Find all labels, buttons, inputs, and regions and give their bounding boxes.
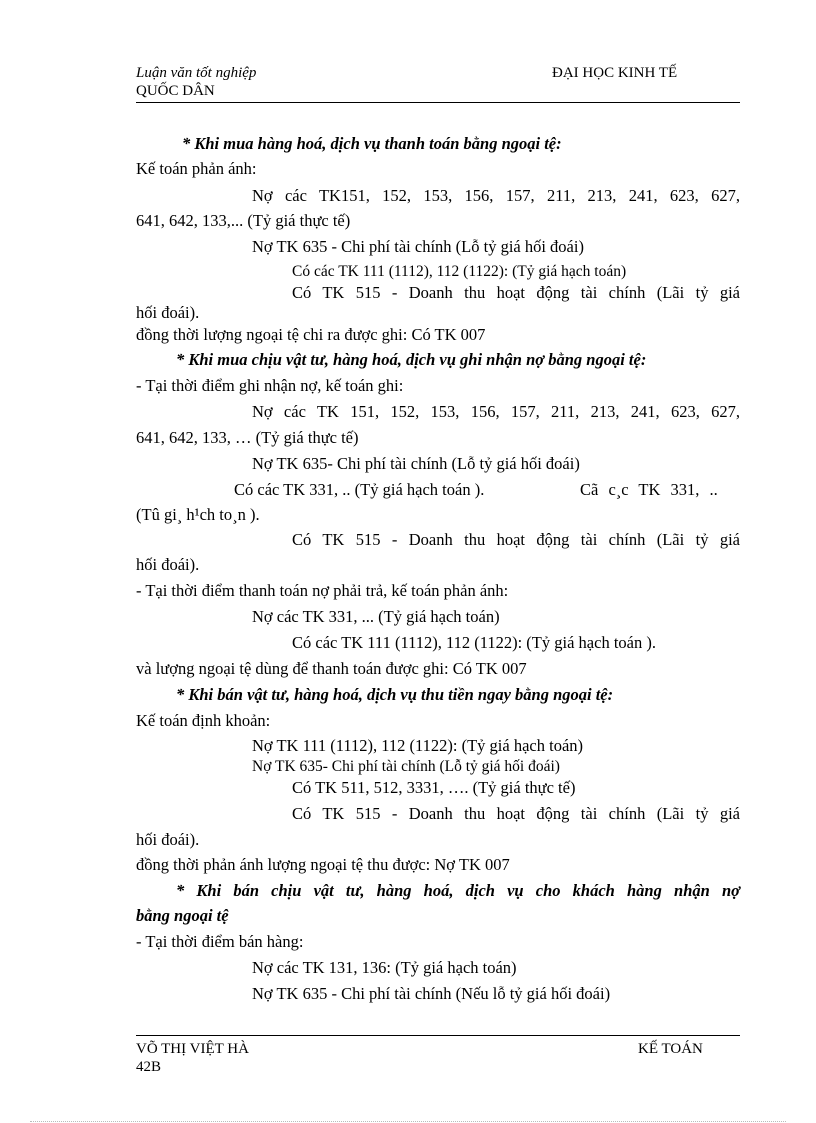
header-thesis-label: Luận văn tốt nghiệp [136,65,257,81]
paragraph-line: Nợ các TK 131, 136: (Tỷ giá hạch toán) [252,958,517,977]
paragraph-line: Nợ TK 635 - Chi phí tài chính (Lỗ tỷ giá hối đoái) [252,237,584,256]
section-heading-continued: bằng ngoại tệ [136,906,229,925]
section-heading: * Khi bán vật tư, hàng hoá, dịch vụ thu tiền ngay bằng ngoại tệ: [176,685,614,704]
paragraph-line: Nợ các TK 331, ... (Tỷ giá hạch toán) [252,607,500,626]
paragraph-line: Nợ các TK151, 152, 153, 156, 157, 211, 213, 241, 623, 627, [252,186,740,205]
footer-rule [136,1035,740,1036]
paragraph-line: - Tại thời điểm thanh toán nợ phải trả, kế toán phản ánh: [136,581,509,600]
paragraph-line-garbled: Cã c¸c TK 331, .. [580,480,718,499]
paragraph-line: - Tại thời điểm bán hàng: [136,932,304,951]
paragraph-line: Nợ TK 635 - Chi phí tài chính (Nếu lỗ tỷ giá hối đoái) [252,984,611,1003]
paragraph-line: 641, 642, 133, … (Tỷ giá thực tế) [136,428,359,447]
paragraph-line: hối đoái). [136,303,200,322]
page-edge-dotted-line [30,1121,786,1122]
paragraph-line: - Tại thời điểm ghi nhận nợ, kế toán ghi: [136,376,404,395]
paragraph-line: và lượng ngoại tệ dùng để thanh toán được ghi: Có TK 007 [136,659,527,678]
paragraph-line: Nợ TK 635- Chi phí tài chính (Lỗ tỷ giá hối đoái) [252,758,560,775]
section-heading: * Khi mua hàng hoá, dịch vụ thanh toán bằng ngoại tệ: [182,134,562,153]
paragraph-line: Có các TK 111 (1112), 112 (1122): (Tỷ giá hạch toán ). [292,633,656,652]
paragraph-line: Có các TK 111 (1112), 112 (1122): (Tỷ giá hạch toán) [292,263,627,280]
paragraph-line: Có TK 515 - Doanh thu hoạt động tài chính (Lãi tỷ giá [292,804,740,823]
paragraph-line: Nợ TK 111 (1112), 112 (1122): (Tỷ giá hạch toán) [252,736,584,755]
section-heading: * Khi bán chịu vật tư, hàng hoá, dịch vụ cho khách hàng nhận nợ [176,881,740,900]
footer-author: VÕ THỊ VIỆT HÀ [136,1041,249,1057]
footer-class: 42B [136,1059,162,1075]
paragraph-line: Kế toán định khoản: [136,711,271,730]
paragraph-line: Có TK 511, 512, 3331, …. (Tỷ giá thực tế) [292,778,576,797]
header-university-suffix: QUỐC DÂN [136,83,215,99]
paragraph-line: đồng thời phản ánh lượng ngoại tệ thu được: Nợ TK 007 [136,855,510,874]
section-heading: * Khi mua chịu vật tư, hàng hoá, dịch vụ ghi nhận nợ bằng ngoại tệ: [176,350,647,369]
paragraph-line: Có TK 515 - Doanh thu hoạt động tài chính (Lãi tỷ giá [292,283,740,302]
paragraph-line: hối đoái). [136,555,200,574]
paragraph-line: Kế toán phản ánh: [136,159,257,178]
paragraph-line: Nợ các TK 151, 152, 153, 156, 157, 211, 213, 241, 623, 627, [252,402,740,421]
paragraph-line: Nợ TK 635- Chi phí tài chính (Lỗ tỷ giá hối đoái) [252,454,580,473]
footer-major: KẾ TOÁN [638,1041,703,1057]
header-university: ĐẠI HỌC KINH TẾ [552,65,678,81]
header-rule [136,102,740,103]
paragraph-line: Có các TK 331, .. (Tỷ giá hạch toán ). [234,480,485,499]
paragraph-line: đồng thời lượng ngoại tệ chi ra được ghi: Có TK 007 [136,325,486,344]
paragraph-line-garbled: (Tû gi¸ h¹ch to¸n ). [136,505,260,524]
paragraph-line: hối đoái). [136,830,200,849]
paragraph-line: 641, 642, 133,... (Tỷ giá thực tế) [136,211,351,230]
paragraph-line: Có TK 515 - Doanh thu hoạt động tài chính (Lãi tỷ giá [292,530,740,549]
